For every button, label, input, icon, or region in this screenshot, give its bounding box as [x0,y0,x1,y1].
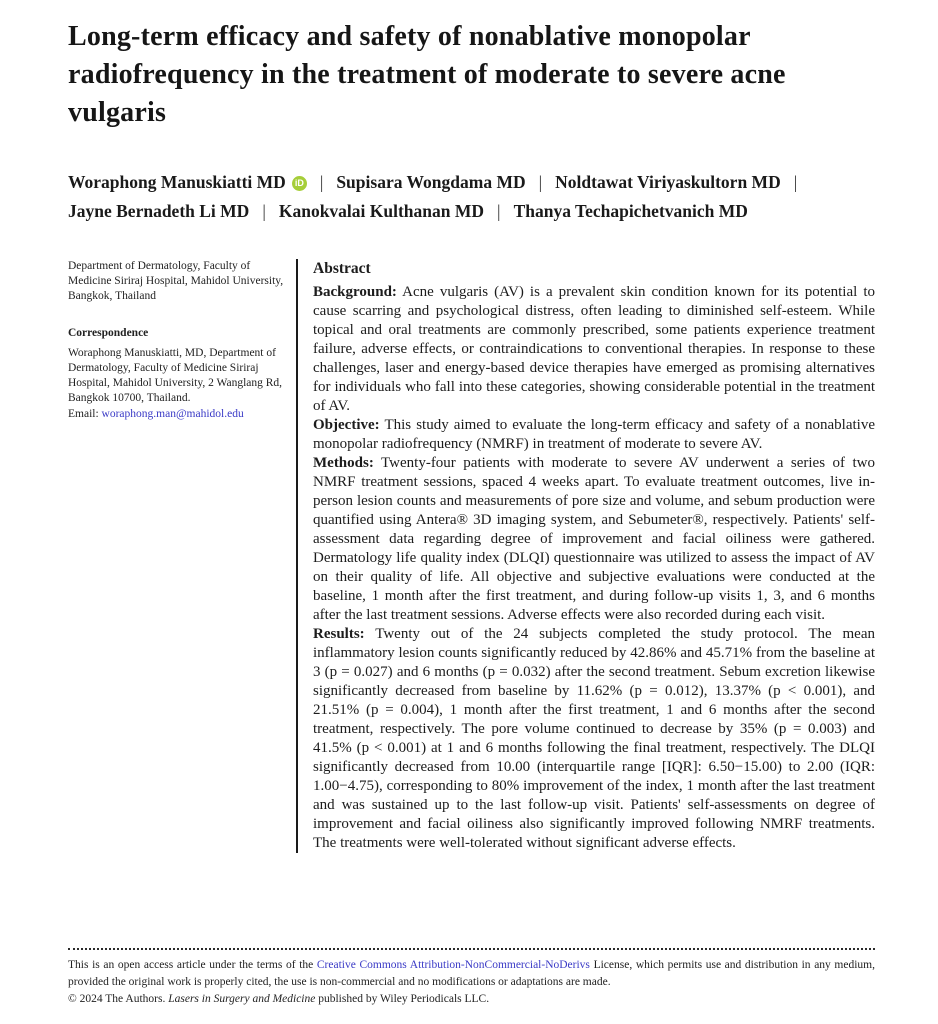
author-separator: | [538,172,543,192]
creative-commons-link[interactable]: Creative Commons Attribution-NonCommercial-NoDerivs [316,959,590,971]
abstract-methods [313,454,875,625]
author-separator: | [793,172,798,192]
author-line-1 [68,168,875,197]
author-separator: | [319,172,324,192]
author-name: Thanya Techapichetvanich MD [513,201,748,221]
author-name: Jayne Bernadeth Li MD [68,201,250,221]
journal-name: Lasers in Surgery and Medicine [168,993,316,1005]
section-label: Results: [313,626,365,642]
abstract-objective [313,416,875,454]
author-separator: | [497,201,501,221]
author-name: Woraphong Manuskiatti MD [68,172,286,192]
abstract-background [313,283,875,416]
license-text-pre: This is an open access article under the terms of the [68,959,317,971]
email-line [68,407,284,422]
author-name: Kanokvalai Kulthanan MD [278,201,485,221]
author-line-2 [68,197,875,226]
license-footer [68,948,875,1008]
email-label: Email: [68,408,102,420]
footer-divider [68,948,875,950]
section-label: Methods: [313,455,374,471]
section-text: This study aimed to evaluate the long-term efficacy and safety of a nonablative monopolar radiofrequency (NMRF) in treatment of moderate to severe AV. [313,417,875,452]
correspondence-heading: Correspondence [68,327,149,339]
article-title: Long-term efficacy and safety of nonablative monopolar radiofrequency in the treatment of moderate to severe acne vulgaris [68,21,786,128]
section-label: Objective: [313,417,380,433]
abstract-results [313,625,875,853]
section-text: Twenty out of the 24 subjects completed the study protocol. The mean inflammatory lesion counts significantly reduced by 42.86% and 45.71% from the baseline at 3 (p = 0.027) and 6 months (p = 0.032) after the second treatment. Sebum excretion likewise significantly decreased from baseline by 11.62% (p = 0.012), 13.37% (p < 0.001), and 21.51% (p = 0.004), 1 month after the first treatment, 1 and 6 months after the second treatment, respectively. The pore volume continued to decrease by 35% (p = 0.003) and 41.5% (p < 0.001) at 1 and 6 months following the final treatment, respectively. The DLQI significantly decreased from 10.00 (interquartile range [IQR]: 6.50−15.00) to 2.00 (IQR: 1.00−4.75), corresponding to 80% improvement of the index, 1 month after the last treatment and was sustained up to the last follow-up visit. Patients' self-assessments on degree of improvement and facial oiliness also significantly improved following NMRF treatments. The treatments were well-tolerated without significant adverse effects. [313,626,875,851]
email-link[interactable]: woraphong.man@mahidol.edu [101,408,244,420]
author-name: Noldtawat Viriyaskultorn MD [555,172,781,192]
abstract-heading: Abstract [313,260,371,277]
section-label: Background: [313,284,397,300]
section-text: Twenty-four patients with moderate to severe AV underwent a series of two NMRF treatment sessions, spaced 4 weeks apart. To evaluate treatment outcomes, live in-person lesion counts and measurements of pore size and volume, and sebum production were quantified using Antera® 3D imaging system, and Sebumeter®, respectively. Patients' self-assessment data regarding degree of improvement and facial oiliness were gathered. Dermatology life quality index (DLQI) questionnaire was utilized to assess the impact of AV on their quality of life. All objective and subjective evaluations were conducted at the baseline, 1 month after the first treatment, and during follow-up visits 1, 3, and 6 months after the last treatment sessions. Adverse effects were also recorded during each visit. [313,455,875,623]
abstract-section [298,259,875,853]
license-text-post: License, which permits use and distribution in any medium, provided the original work is properly cited, the use is non-commercial and no modifications or adaptations are made. [68,959,875,988]
author-list [68,168,875,226]
content-columns [68,259,875,853]
publisher-text: published by Wiley Periodicals LLC. [315,993,490,1005]
author-name: Supisara Wongdama MD [336,172,526,192]
license-text [68,957,875,990]
copyright-line [68,991,875,1008]
article-info-sidebar [68,259,296,853]
orcid-icon[interactable]: iD [292,176,307,191]
copyright-text: © 2024 The Authors. [68,993,169,1005]
section-text: Acne vulgaris (AV) is a prevalent skin condition known for its potential to cause scarring and psychological distress, often leading to diminished self-esteem. While topical and oral treatments are commonly prescribed, some patients experience treatment failure, adverse effects, or contraindications to conventional therapies. In response to these challenges, laser and energy-based device therapies have emerged as promising alternatives for individuals who fall into these categories, showing considerable potential in the treatment of AV. [313,284,875,414]
affiliation-text: Department of Dermatology, Faculty of Medicine Siriraj Hospital, Mahidol University, Bangkok, Thailand [68,260,284,302]
author-separator: | [262,201,266,221]
correspondence-text: Woraphong Manuskiatti, MD, Department of Dermatology, Faculty of Medicine Siriraj Hospital, Mahidol University, 2 Wanglang Rd, Bangkok 10700, Thailand. [68,347,283,404]
